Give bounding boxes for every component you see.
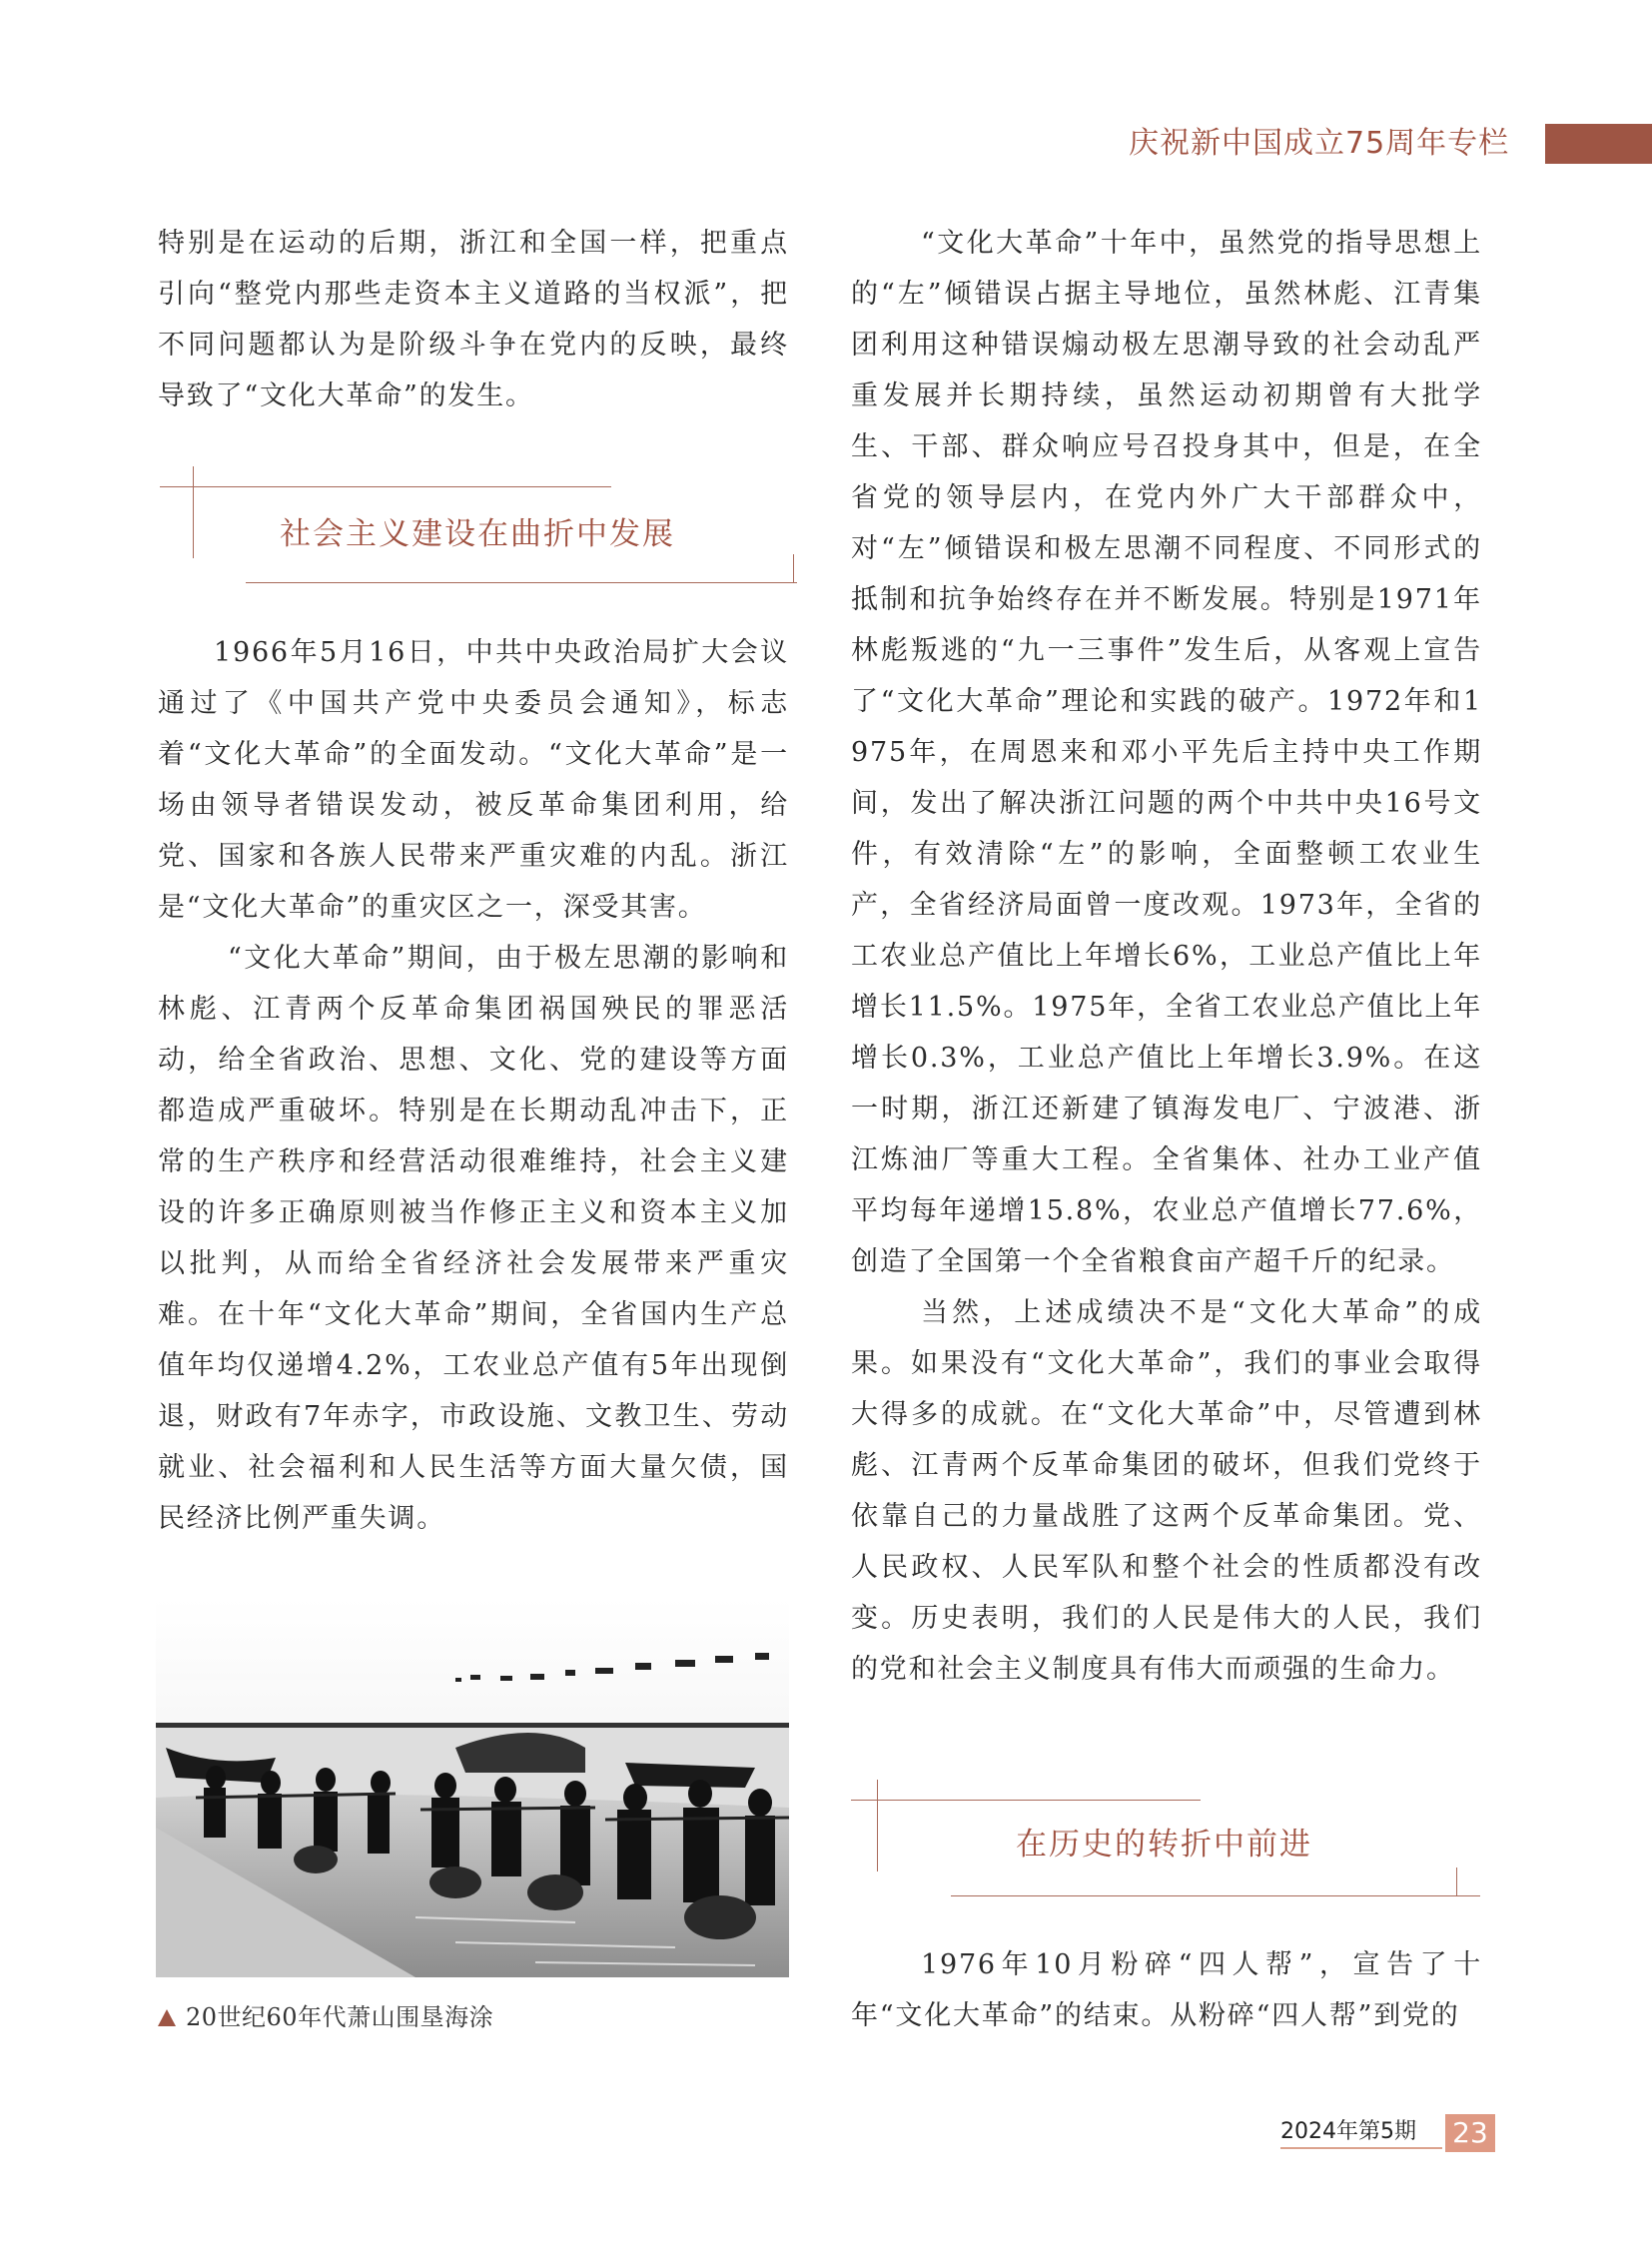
right-section2-body [851,1939,1482,2041]
paragraph: “文化大革命”十年中，虽然党的指导思想上的“左”倾错误占据主导地位，虽然林彪、江青集团利用这种错误煽动极左思潮导致的社会动乱严重发展并长期持续，虽然运动初期曾有大批学生、干部、群众响应号召投身其中，但是，在全省党的领导层内，在党内外广大干部群众中，对“左”倾错误和极左思潮不同程度、不同形式的抵制和抗争始终存在并不断发展。特别是1971年林彪叛逃的“九一三事件”发生后，从客观上宣告了“文化大革命”理论和实践的破产。1972年和1975年，在周恩来和邓小平先后主持中央工作期间，发出了解决浙江问题的两个中共中央16号文件，有效清除“左”的影响，全面整顿工农业生产，全省经济局面曾一度改观。1973年，全省的工农业总产值比上年增长6%，工业总产值比上年增长11.5%。1975年，全省工农业总产值比上年增长0.3%，工业总产值比上年增长3.9%。在这一时期，浙江还新建了镇海发电厂、宁波港、浙江炼油厂等重大工程。全省集体、社办工业产值平均每年递增15.8%，农业总产值增长77.6%，创造了全国第一个全省粮食亩产超千斤的纪录。 [851,228,1482,1277]
paragraph: “文化大革命”期间，由于极左思潮的影响和林彪、江青两个反革命集团祸国殃民的罪恶活动，给全省政治、思想、文化、党的建设等方面都造成严重破坏。特别是在长期动乱冲击下，正常的生产秩序和经营活动很难维持，社会主义建设的许多正确原则被当作修正主义和资本主义加以批判，从而给全省经济社会发展带来严重灾难。在十年“文化大革命”期间，全省国内生产总值年均仅递增4.2%，工农业总产值有5年出现倒退，财政有7年赤字，市政设施、文教卫生、劳动就业、社会福利和人民生活等方面大量欠债，国民经济比例严重失调。 [158,943,789,1534]
heading-rule-left [193,466,194,558]
paragraph: 1966年5月16日，中共中央政治局扩大会议通过了《中国共产党中央委员会通知》，标志着“文化大革命”的全面发动。“文化大革命”是一场由领导者错误发动，被反革命集团利用，给党、国家和各族人民带来严重灾难的内乱。浙江是“文化大革命”的重灾区之一，深受其害。 [158,637,789,923]
heading-rule-right [1456,1868,1457,1895]
heading-rule-bottom [246,582,797,583]
header-accent-bar [1545,124,1652,164]
heading-rule-right [793,554,794,582]
left-intro [158,218,789,421]
section-heading-2 [851,1773,1486,1902]
caption-text: 20世纪60年代萧山围垦海涂 [186,2003,494,2031]
left-body [158,627,789,1544]
page-number: 23 [1445,2114,1495,2152]
right-body [851,218,1482,1695]
section-heading-1 [158,459,797,589]
triangle-marker-icon [158,2009,176,2026]
paragraph: 当然，上述成绩决不是“文化大革命”的成果。如果没有“文化大革命”，我们的事业会取得大得多的成就。在“文化大革命”中，尽管遭到林彪、江青两个反革命集团的破坏，但我们党终于依靠自己的力量战胜了这两个反革命集团。党、人民政权、人民军队和整个社会的性质都没有改变。历史表明，我们的人民是伟大的人民，我们的党和社会主义制度具有伟大而顽强的生命力。 [851,1297,1482,1685]
heading-rule-top [160,486,611,487]
issue-label: 2024年第5期 [1280,2114,1442,2149]
heading-rule-bottom [951,1895,1480,1896]
historical-photo [156,1598,789,1977]
photo-caption [158,1997,493,2032]
heading-rule-left [877,1780,878,1871]
section-title: 在历史的转折中前进 [1016,1827,1312,1863]
paragraph: 1976年10月粉碎“四人帮”，宣告了十年“文化大革命”的结束。从粉碎“四人帮”到党的 [851,1949,1482,2031]
section-title: 社会主义建设在曲折中发展 [280,516,675,552]
paragraph: 特别是在运动的后期，浙江和全国一样，把重点引向“整党内那些走资本主义道路的当权派”，把不同问题都认为是阶级斗争在党内的反映，最终导致了“文化大革命”的发生。 [158,228,789,411]
photo-illustration [156,1598,789,1977]
column-title: 庆祝新中国成立75周年专栏 [1129,126,1510,161]
heading-rule-top [851,1800,1201,1801]
